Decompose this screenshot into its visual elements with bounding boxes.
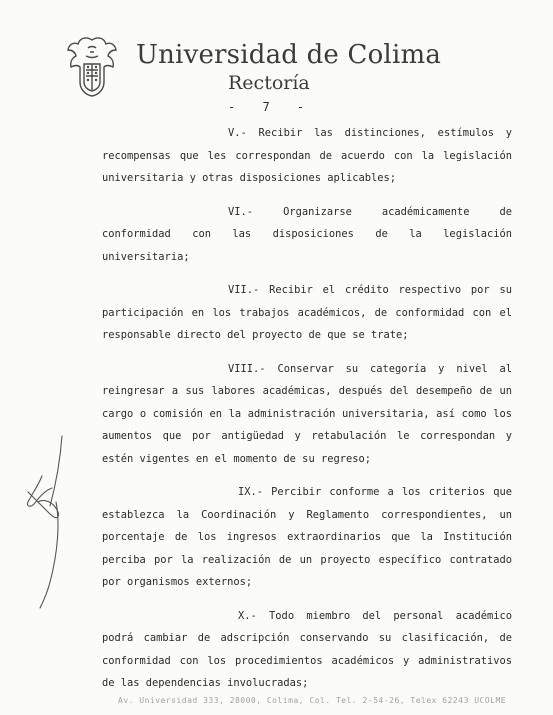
paragraph-text: Todo miembro del personal académico podrá cambiar de adscripción conservando su clasificación, de conformidad con los procedimientos académicos y administrativos de las dependencias involucradas; bbox=[102, 609, 512, 689]
paragraph-text: Recibir el crédito respectivo por su participación en los trabajos académicos, de conformidad con el responsable directo del proyecto de que se trate; bbox=[102, 284, 512, 341]
paragraph-vi bbox=[102, 201, 512, 269]
paragraph-vii bbox=[102, 279, 512, 347]
paragraph-text: Percibir conforme a los criterios que establezca la Coordinación y Reglamento correspondientes, un porcentaje de los ingresos extraordinarios que la Institución perciba por la realización de un proyecto específico contratado por organismos externos; bbox=[102, 486, 512, 588]
university-seal-icon bbox=[66, 34, 118, 98]
page-number: - 7 - bbox=[228, 100, 315, 114]
paragraph-numeral: X.- bbox=[238, 609, 257, 622]
paragraph-text: Recibir las distinciones, estímulos y recompensas que les correspondan de acuerdo con la legislación universitaria y otras disposiciones aplicables; bbox=[102, 127, 512, 184]
paragraph-numeral: VI.- bbox=[228, 205, 254, 218]
body-text bbox=[102, 122, 512, 706]
paragraph-numeral: IX.- bbox=[238, 486, 264, 498]
office-name: Rectoría bbox=[228, 72, 310, 94]
address-footer: Av. Universidad 333, 28000, Colima, Col. Tel. 2-54-26, Telex 62243 UCOLME bbox=[118, 696, 507, 705]
paragraph-x bbox=[102, 605, 512, 695]
paragraph-text: Conservar su categoría y nivel al reingresar a sus labores académicas, después del desempeño de un cargo o comisión en la administración universitaria, así como los aumentos que por antigüedad y retabulación le correspondan y estén vigentes en el momento de su regreso; bbox=[102, 362, 512, 465]
paragraph-numeral: VIII.- bbox=[228, 362, 266, 375]
paragraph-viii bbox=[102, 358, 512, 471]
paragraph-text: Organizarse académicamente de conformidad con las disposiciones de la legislación universitaria; bbox=[102, 205, 512, 263]
paragraph-v bbox=[102, 122, 512, 190]
paragraph-numeral: VII.- bbox=[228, 284, 260, 296]
university-name: Universidad de Colima bbox=[136, 40, 442, 70]
paragraph-ix bbox=[102, 481, 512, 594]
paragraph-numeral: V.- bbox=[228, 127, 247, 139]
handwritten-signature bbox=[20, 432, 80, 612]
